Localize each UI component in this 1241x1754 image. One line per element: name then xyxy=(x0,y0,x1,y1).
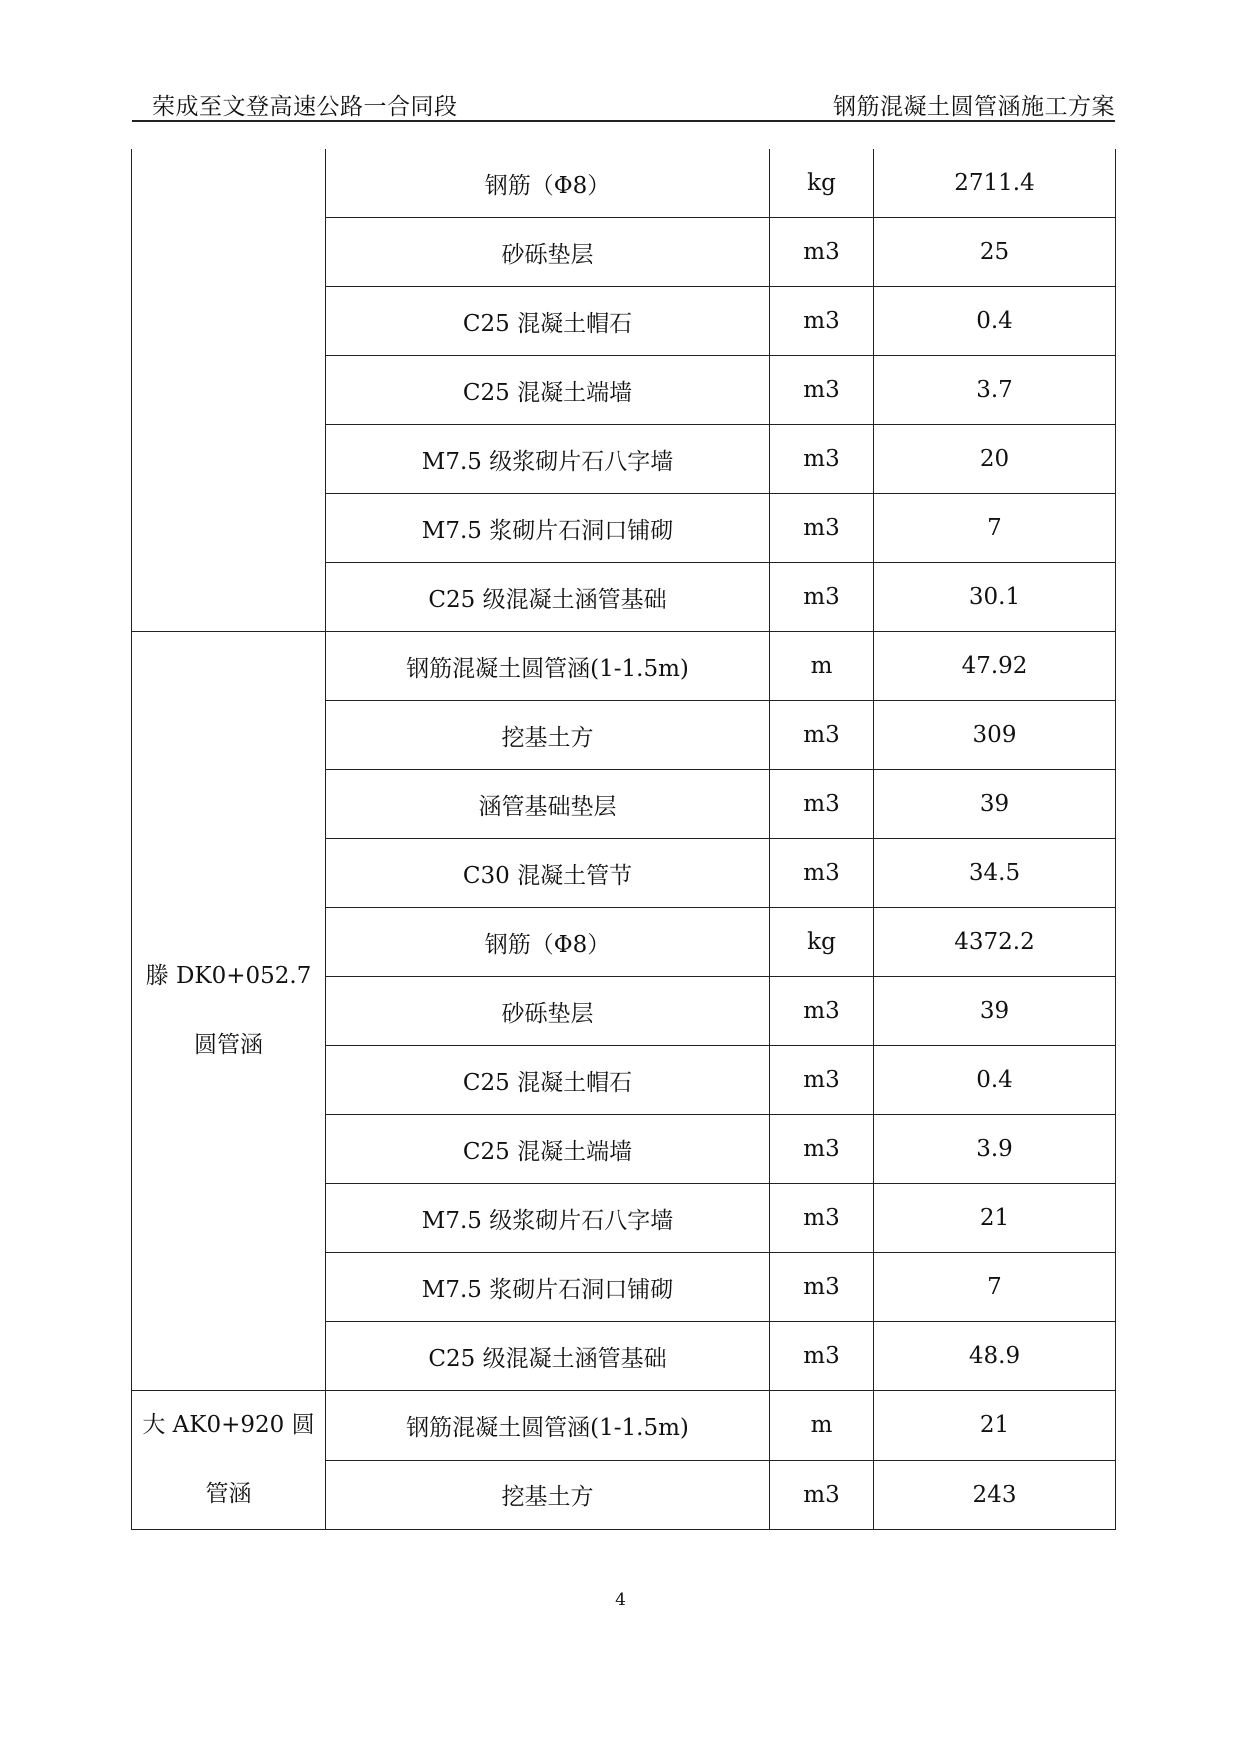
item-name: C25 级混凝土涵管基础 xyxy=(326,563,770,632)
item-unit: m3 xyxy=(770,1253,874,1322)
item-unit: m3 xyxy=(770,1115,874,1184)
item-name: 钢筋混凝土圆管涵(1-1.5m) xyxy=(326,1391,770,1461)
item-unit: m xyxy=(770,1391,874,1461)
group-name-cell-continued xyxy=(132,149,326,632)
item-unit: m3 xyxy=(770,770,874,839)
item-unit: m3 xyxy=(770,701,874,770)
item-quantity: 30.1 xyxy=(874,563,1116,632)
item-quantity: 48.9 xyxy=(874,1322,1116,1391)
item-quantity: 21 xyxy=(874,1184,1116,1253)
group-name-cell-da xyxy=(132,1391,326,1530)
item-quantity: 39 xyxy=(874,977,1116,1046)
item-unit: m xyxy=(770,632,874,701)
item-unit: m3 xyxy=(770,563,874,632)
item-quantity: 2711.4 xyxy=(874,149,1116,218)
item-name: 挖基土方 xyxy=(326,1460,770,1530)
header-project-title: 荣成至文登高速公路一合同段 xyxy=(152,94,458,120)
item-name: C25 混凝土帽石 xyxy=(326,287,770,356)
item-quantity: 0.4 xyxy=(874,1046,1116,1115)
group-name-line1: 滕 DK0+052.7 xyxy=(145,963,312,989)
item-name: 钢筋混凝土圆管涵(1-1.5m) xyxy=(326,632,770,701)
item-unit: kg xyxy=(770,149,874,218)
item-name: C25 混凝土端墙 xyxy=(326,1115,770,1184)
item-quantity: 20 xyxy=(874,425,1116,494)
item-unit: m3 xyxy=(770,425,874,494)
group-name-cell-teng xyxy=(132,632,326,1391)
item-quantity: 21 xyxy=(874,1391,1116,1461)
item-quantity: 3.9 xyxy=(874,1115,1116,1184)
item-quantity: 3.7 xyxy=(874,356,1116,425)
group-name-line2: 圆管涵 xyxy=(194,1032,263,1058)
quantity-table xyxy=(131,149,1116,1530)
item-quantity: 39 xyxy=(874,770,1116,839)
item-name: C30 混凝土管节 xyxy=(326,839,770,908)
item-name: 涵管基础垫层 xyxy=(326,770,770,839)
item-unit: m3 xyxy=(770,977,874,1046)
item-name: M7.5 浆砌片石洞口铺砌 xyxy=(326,1253,770,1322)
item-name: 砂砾垫层 xyxy=(326,218,770,287)
item-unit: m3 xyxy=(770,839,874,908)
item-unit: m3 xyxy=(770,1460,874,1530)
item-quantity: 7 xyxy=(874,494,1116,563)
item-name: 钢筋（Φ8） xyxy=(326,908,770,977)
page-header xyxy=(132,78,1115,122)
item-quantity: 25 xyxy=(874,218,1116,287)
item-unit: m3 xyxy=(770,494,874,563)
item-name: C25 混凝土端墙 xyxy=(326,356,770,425)
item-quantity: 47.92 xyxy=(874,632,1116,701)
item-quantity: 309 xyxy=(874,701,1116,770)
item-unit: m3 xyxy=(770,287,874,356)
item-name: C25 混凝土帽石 xyxy=(326,1046,770,1115)
item-unit: m3 xyxy=(770,218,874,287)
item-quantity: 243 xyxy=(874,1460,1116,1530)
item-unit: m3 xyxy=(770,1322,874,1391)
group-name-line1: 大 AK0+920 圆 xyxy=(142,1412,315,1438)
item-name: 钢筋（Φ8） xyxy=(326,149,770,218)
item-unit: m3 xyxy=(770,1046,874,1115)
item-name: C25 级混凝土涵管基础 xyxy=(326,1322,770,1391)
item-unit: m3 xyxy=(770,1184,874,1253)
table-row xyxy=(132,632,1116,701)
group-name-line2: 管涵 xyxy=(205,1481,252,1507)
table-row xyxy=(132,1391,1116,1461)
item-name: M7.5 浆砌片石洞口铺砌 xyxy=(326,494,770,563)
item-quantity: 0.4 xyxy=(874,287,1116,356)
item-quantity: 4372.2 xyxy=(874,908,1116,977)
item-quantity: 34.5 xyxy=(874,839,1116,908)
table-row xyxy=(132,149,1116,218)
item-name: 挖基土方 xyxy=(326,701,770,770)
item-name: M7.5 级浆砌片石八字墙 xyxy=(326,1184,770,1253)
item-quantity: 7 xyxy=(874,1253,1116,1322)
item-name: M7.5 级浆砌片石八字墙 xyxy=(326,425,770,494)
item-unit: kg xyxy=(770,908,874,977)
page-number: 4 xyxy=(615,1590,626,1610)
header-document-title: 钢筋混凝土圆管涵施工方案 xyxy=(833,94,1115,120)
item-unit: m3 xyxy=(770,356,874,425)
item-name: 砂砾垫层 xyxy=(326,977,770,1046)
